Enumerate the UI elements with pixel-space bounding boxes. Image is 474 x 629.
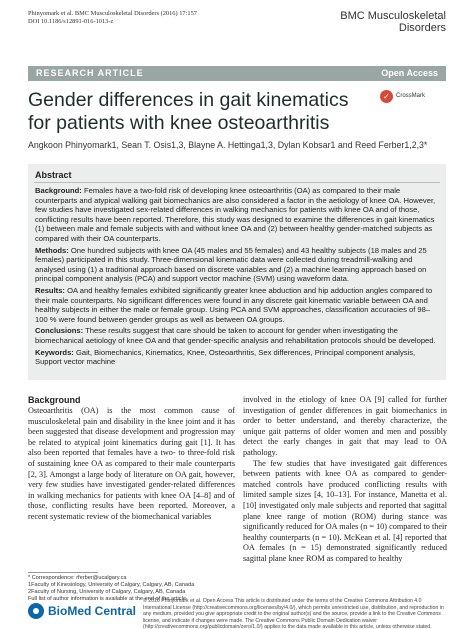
crossmark-icon: ✓ [380, 90, 393, 103]
body-paragraph: The few studies that have investigated gait differences between patients with knee OA as compared to gender-matched controls have produced conflicting results with limited sample sizes [4, 10–13]. For instance, Manetta et al. [10] investigated only male subjects and reported that sagittal plane knee range of motion (ROM) during stance was significantly reduced for OA males (n = 10) compared to their healthy counterparts (n = 10). McKean et al. [4] reported that OA females (n = 15) demonstrated significantly reduced sagittal plane knee ROM as compared to healthy [243, 458, 447, 563]
abstract-body [35, 186, 439, 369]
abstract-methods-text: One hundred subjects with knee OA (45 males and 55 females) and 43 healthy subjects (18 males and 25 females) participated in this study. Three-dimensional kinematic data were collected during treadmill-walking and analysed using (1) a traditional approach based on discrete variables and (2) a machine learning approach based on principal component analysis (PCA) and support vector machine (SVM) using waveform data. [35, 245, 427, 284]
body-right-column [243, 395, 447, 565]
journal-name-line1: BMC Musculoskeletal [340, 10, 446, 22]
abstract-heading: Abstract [35, 170, 72, 180]
journal-name [340, 10, 446, 34]
abstract-divider [34, 182, 440, 183]
abstract-results [35, 286, 439, 324]
abstract-background-text: Females have a two-fold risk of developing knee osteoarthritis (OA) as compared to their male counterparts and atypical walking gait biomechanics are also considered a factor in the aetiology of knee OA. However, few studies have investigated sex-related differences in walking mechanics for patients with knee OA and of those, conflicting results have been reported. Therefore, this study was designed to examine the differences in gait kinematics (1) between male and female subjects with and without knee OA and (2) between healthy gender-matched subjects as compared with their OA counterparts. [35, 186, 436, 243]
open-access-label: Open Access [381, 68, 438, 78]
crossmark-button[interactable] [380, 88, 440, 106]
article-type-banner [28, 66, 446, 81]
journal-name-line2: Disorders [398, 22, 446, 34]
article-title: Gender differences in gait kinematics for patients with knee osteoarthritis [28, 89, 349, 134]
affiliation-footnote: 1Faculty of Kinesiology, University of Calgary, Calgary, AB, Canada [28, 582, 195, 588]
biomed-central-logo-text: BioMed Central [48, 604, 137, 618]
abstract-keywords-label: Keywords: [35, 347, 74, 357]
abstract-background-label: Background: [35, 186, 82, 195]
abstract-keywords-text: Gait, Biomechanics, Kinematics, Knee, Osteoarthritis, Sex differences, Principal component analysis, Support vector machine [35, 347, 416, 367]
section-heading-background: Background [28, 395, 81, 405]
abstract-box [28, 164, 446, 380]
biomed-central-logo-icon [28, 603, 44, 619]
biomed-central-logo [28, 602, 138, 622]
footnote-divider [28, 572, 98, 573]
correspondence-footnote: * Correspondence: rferber@ucalgary.ca [28, 575, 127, 581]
abstract-keywords [35, 348, 439, 367]
doi-line: DOI 10.1186/s12891-016-1013-z [28, 18, 114, 25]
citation-header [28, 10, 197, 26]
abstract-methods-label: Methods: [35, 245, 69, 255]
abstract-background [35, 186, 439, 244]
citation-line: Phinyomark et al. BMC Musculoskeletal Disorders (2016) 17:157 [28, 10, 197, 17]
author-info-footnote: Full list of author information is available at the end of the article [28, 596, 186, 602]
article-type-label: RESEARCH ARTICLE [36, 68, 144, 78]
author-list: Angkoon Phinyomark1, Sean T. Osis1,3, Blayne A. Hettinga1,3, Dylan Kobsar1 and Reed Ferber1,2,3* [28, 140, 428, 150]
affiliation-footnote: 2Faculty of Nursing, University of Calgary, Calgary, AB, Canada [28, 589, 186, 595]
body-paragraph: involved in the etiology of knee OA [9] called for further investigation of gender differences in gait biomechanics in order to better understand, and thereby characterize, the unique gait patterns of older women and men and possibly detect the early changes in gait that may lead to OA pathology. [243, 395, 447, 457]
abstract-results-label: Results: [35, 285, 65, 295]
abstract-conclusions-text: These results suggest that care should be taken to account for gender when investigating the biomechanical aetiology of knee OA and that gender-specific analysis and rehabilitation protocols should be developed. [35, 326, 436, 345]
abstract-results-text: OA and healthy females exhibited significantly greater knee abduction and hip adduction angles compared to their male counterparts. No significant differences were found in any discrete gait kinematic variable between OA and healthy subjects in either the male or female group. Using PCA and SVM approaches, classification accuracies of 98–100 % were found between gender groups as well as between OA groups. [35, 285, 433, 324]
abstract-conclusions [35, 326, 439, 345]
body-left-column: Osteoarthritis (OA) is the most common cause of musculoskeletal pain and disability in the knee joint and it has been suggested that disease development and progression may be related to atypical joint kinematics during gait [1]. It has also been reported that females have a two- to three-fold risk of sustaining knee OA as compared to their male counterparts [2, 3]. Amongst a large body of literature on OA gait, however, very few studies have investigated gender-related differences in walking mechanics for patients with knee OA [4–8] and of those, conflicting results have been reported. Moreover, a recent systematic review of the biomechanical variables [28, 406, 235, 521]
crossmark-label: CrossMark [396, 93, 426, 99]
abstract-conclusions-label: Conclusions: [35, 326, 84, 336]
abstract-methods [35, 246, 439, 284]
license-text: © 2016 Phinyomark et al. Open Access This article is distributed under the terms of the Creative Commons Attribution 4.0 International License (http://creativecommons.org/licenses/by/4.0/), which permits unrestricted use, distribution, and reproduction in any medium, provided you give appropriate credit to the original author(s) and the source, provide a link to the Creative Commons license, and indicate if changes were made. The Creative Commons Public Domain Dedication waiver (http://creativecommons.org/publicdomain/zero/1.0/) applies to the data made available in this article, unless otherwise stated. [143, 598, 444, 629]
